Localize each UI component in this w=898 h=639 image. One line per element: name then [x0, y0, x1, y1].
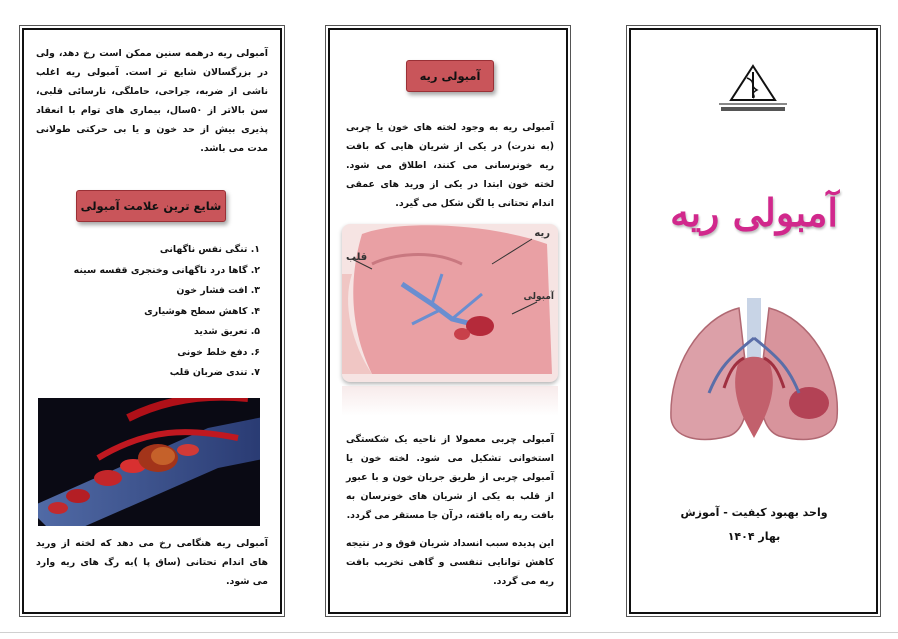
bottom-divider	[0, 632, 898, 633]
label-heart: قلب	[346, 252, 368, 263]
consequence-paragraph: این پدیده سبب انسداد شریان فوق و در نتیجه کاهش توانایی تنفسی و گاهی تخریب بافت ریه می گردد.	[346, 538, 554, 587]
university-logo	[713, 64, 793, 114]
lung-embolism-image	[342, 224, 558, 382]
label-lung: ریه	[534, 228, 550, 239]
middle-heading: آمبولی ریه	[406, 60, 494, 92]
symptom-item: ۵. تعریق شدید	[193, 326, 260, 337]
label-embolism: آمبولی	[523, 292, 554, 302]
definition-paragraph: آمبولی ریه به وجود لخته های خون یا چربی (به ندرت) در یکی از شریان هایی که بافت ریه خونرسانی می کنند، اطلاق می شود. لخته خون ابتدا در یکی از ورید های عمقی اندام تحتانی یا لگن شکل می گیرد.	[346, 122, 554, 209]
symptom-item: ۶. دفع خلط خونی	[177, 346, 260, 358]
left-panel	[22, 28, 282, 614]
fat-embolism-paragraph: آمبولی چربی معمولا از ناحیه یک شکستگی استخوانی تشکیل می شود. لخته خون یا آمبولی چربی از طریق جریان خون و با عبور از قلب به یکی از شریان های خونرسان به بافت ریه راه یافته، درآن جا مستقر می گردد.	[346, 434, 554, 521]
outro-paragraph: آمبولی ریه هنگامی رخ می دهد که لخته از ورید های اندام تحتانی (ساق پا )به رگ های ریه وارد می شود.	[36, 538, 268, 587]
symptom-item: ۷. تندی ضربان قلب	[169, 367, 260, 378]
right-panel	[629, 28, 878, 614]
middle-panel	[328, 28, 568, 614]
brochure-title: آمبولی ریه	[670, 190, 838, 235]
intro-paragraph: آمبولی ریه درهمه سنین ممکن است رخ دهد، ولی در بزرگسالان شایع تر است. آمبولی ریه اغلب ناشی از ضربه، جراحی، حاملگی، نارسائی قلبی، سن بالاتر از ۵۰سال، بیماری های توام با انعقاد پذیری بیش از حد خون و یا بی حرکتی طولانی مدت می باشد.	[36, 48, 268, 154]
image-reflection	[342, 386, 558, 416]
symptoms-list	[38, 240, 260, 384]
symptom-item: ۲. گاها درد ناگهانی وخنجری قفسه سینه	[73, 264, 260, 276]
blood-clot-image	[38, 398, 260, 526]
symptom-item: ۳. افت فشار خون	[176, 285, 260, 296]
symptom-item: ۱. تنگی نفس ناگهانی	[159, 244, 260, 255]
lungs-illustration	[659, 298, 849, 446]
season-label: بهار ۱۴۰۴	[727, 530, 781, 543]
symptoms-heading: شایع ترین علامت آمبولی	[76, 190, 226, 222]
symptom-item: ۴. کاهش سطح هوشیاری	[144, 305, 260, 317]
unit-name: واحد بهبود کیفیت - آموزش	[680, 506, 828, 519]
